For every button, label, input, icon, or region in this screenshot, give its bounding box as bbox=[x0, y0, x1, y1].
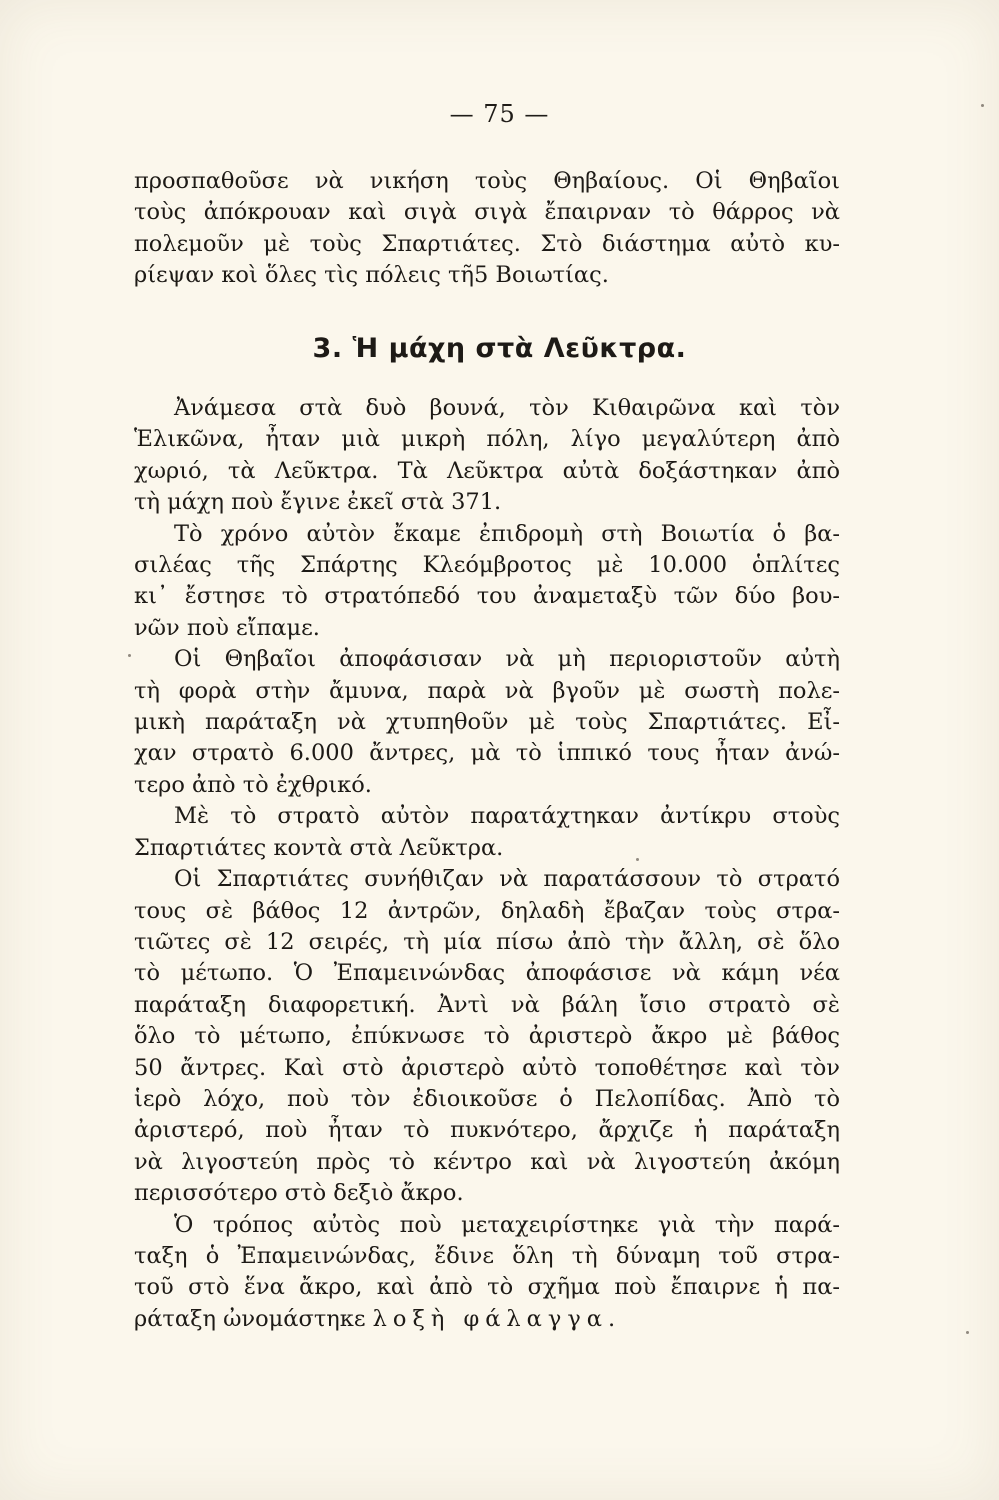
text-line: 50 ἄντρες. Καὶ στὸ ἀριστερὸ αὐτὸ τοποθέτησε καὶ τὸν bbox=[134, 1054, 840, 1081]
print-speck bbox=[966, 1331, 969, 1334]
text-line: σιλέας τῆς Σπάρτης Κλεόμβροτος μὲ 10.000 ὁπλίτες bbox=[134, 552, 840, 579]
spaced-emphasis: λοξὴ φάλαγγα. bbox=[372, 1305, 622, 1332]
text-line: τὴ μάχη ποὺ ἔγινε ἐκεῖ στὰ 371. bbox=[134, 489, 502, 516]
print-speck bbox=[128, 654, 131, 657]
text-line: ταξη ὁ Ἐπαμεινώνδας, ἔδινε ὅλη τὴ δύναμη τοῦ στρα- bbox=[134, 1242, 840, 1269]
text-line: Τὸ χρόνο αὐτὸν ἔκαμε ἐπιδρομὴ στὴ Βοιωτία ὁ βα- bbox=[174, 520, 840, 547]
text-line: ἀριστερό, ποὺ ἦταν τὸ πυκνότερο, ἄρχιζε ἡ παράταξη bbox=[134, 1117, 840, 1144]
text-line: ὅλο τὸ μέτωπο, ἐπύκνωσε τὸ ἀριστερὸ ἄκρο μὲ βάθος bbox=[134, 1023, 840, 1050]
text-fragment: ράταξη ὠνομάστηκε bbox=[134, 1305, 373, 1332]
text-line: Σπαρτιάτες κοντὰ στὰ Λεῦκτρα. bbox=[134, 834, 504, 861]
text-line: ἱερὸ λόχο, ποὺ τὸν ἐδιοικοῦσε ὁ Πελοπίδας. Ἀπὸ τὸ bbox=[134, 1085, 840, 1112]
text-line: Ἀνάμεσα στὰ δυὸ βουνά, τὸν Κιθαιρῶνα καὶ τὸν bbox=[174, 395, 840, 421]
section-heading: 3. Ἡ μάχη στὰ Λεῦκτρα. bbox=[312, 333, 687, 364]
text-line: τιῶτες σὲ 12 σειρές, τὴ μία πίσω ἀπὸ τὴν ἄλλη, σὲ ὅλο bbox=[134, 928, 840, 955]
text-line: περισσότερο στὸ δεξιὸ ἄκρο. bbox=[134, 1180, 464, 1207]
text-line: πολεμοῦν μὲ τοὺς Σπαρτιάτες. Στὸ διάστημα αὐτὸ κυ- bbox=[134, 230, 840, 257]
text-line: ρίεψαν κοὶ ὅλες τὶς πόλεις τῆ5 Βοιωτίας. bbox=[134, 262, 609, 289]
text-line: Ὁ τρόπος αὐτὸς ποὺ μεταχειρίστηκε γιὰ τὴν παρά- bbox=[174, 1211, 840, 1238]
text-line: παράταξη διαφορετική. Ἀντὶ νὰ βάλη ἴσιο στρατὸ σὲ bbox=[134, 991, 840, 1018]
text-line: Οἱ Θηβαῖοι ἀποφάσισαν νὰ μὴ περιοριστοῦν αὐτὴ bbox=[174, 646, 840, 673]
text-line: τὴ φορὰ στὴν ἄμυνα, παρὰ νὰ βγοῦν μὲ σωστὴ πολε- bbox=[134, 677, 840, 704]
print-speck bbox=[636, 858, 639, 861]
body-text bbox=[134, 393, 840, 1335]
text-line bbox=[134, 1304, 840, 1335]
text-line: τοὺς ἀπόκρουαν καὶ σιγὰ σιγὰ ἔπαιρναν τὸ θάρρος νὰ bbox=[134, 199, 840, 226]
text-line: νὰ λιγοστεύη πρὸς τὸ κέντρο καὶ νὰ λιγοστεύη ἀκόμη bbox=[134, 1148, 840, 1175]
text-line: τερο ἀπὸ τὸ ἐχθρικό. bbox=[134, 771, 372, 798]
text-line: τοῦ στὸ ἕνα ἄκρο, καὶ ἀπὸ τὸ σχῆμα ποὺ ἔπαιρνε ἡ πα- bbox=[134, 1274, 840, 1301]
text-line: Οἱ Σπαρτιάτες συνήθιζαν νὰ παρατάσσουν τὸ στρατό bbox=[174, 866, 840, 893]
text-line: νῶν ποὺ εἴπαμε. bbox=[134, 614, 320, 641]
text-line: Μὲ τὸ στρατὸ αὐτὸν παρατάχτηκαν ἀντίκρυ στοὺς bbox=[174, 803, 840, 830]
print-speck bbox=[981, 104, 984, 107]
page-number: — 75 — bbox=[449, 100, 550, 128]
text-line: τους σὲ βάθος 12 ἀντρῶν, δηλαδὴ ἔβαζαν τοὺς στρα- bbox=[134, 897, 840, 924]
text-line: χαν στρατὸ 6.000 ἄντρες, μὰ τὸ ἱππικό τους ἦταν ἀνώ- bbox=[134, 740, 840, 767]
text-line: κι᾿ ἔστησε τὸ στρατόπεδό του ἀναμεταξὺ τῶν δύο βου- bbox=[134, 583, 840, 610]
intro-paragraph bbox=[134, 166, 840, 292]
text-line: προσπαθοῦσε νὰ νικήση τοὺς Θηβαίους. Οἱ Θηβαῖοι bbox=[134, 168, 840, 194]
text-line: Ἑλικῶνα, ἦταν μιὰ μικρὴ πόλη, λίγο μεγαλύτερη ἀπὸ bbox=[134, 426, 840, 453]
text-line: τὸ μέτωπο. Ὁ Ἐπαμεινώνδας ἀποφάσισε νὰ κάμη νέα bbox=[134, 960, 840, 987]
text-line: μικὴ παράταξη νὰ χτυπηθοῦν μὲ τοὺς Σπαρτιάτες. Εἶ- bbox=[134, 709, 840, 736]
text-line: χωριό, τὰ Λεῦκτρα. Τὰ Λεῦκτρα αὐτὰ δοξάστηκαν ἀπὸ bbox=[134, 457, 840, 484]
